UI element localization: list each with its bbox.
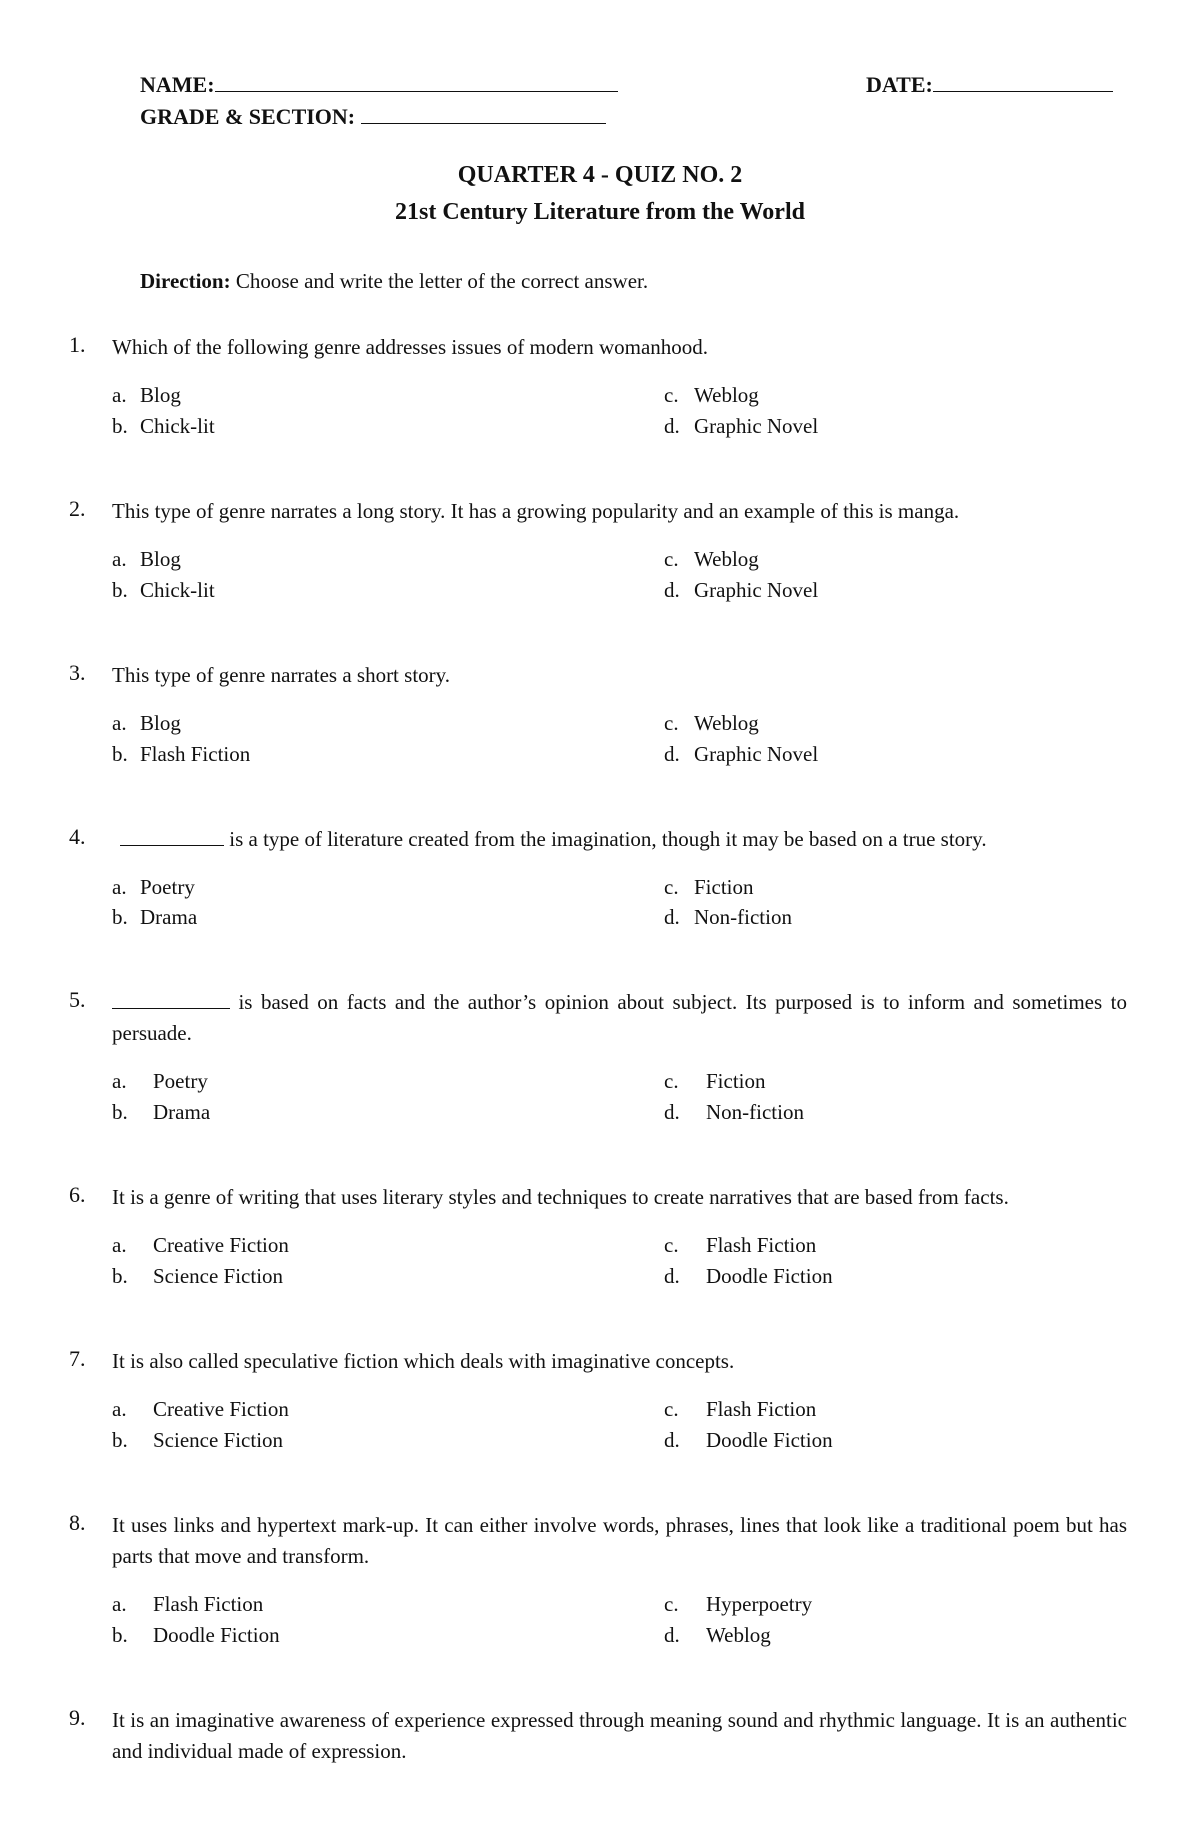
grade-section-field[interactable] — [140, 104, 606, 130]
option-text: Poetry — [140, 875, 195, 899]
option-letter: a. — [112, 547, 127, 571]
option-b[interactable] — [112, 905, 197, 930]
option-letter: b. — [112, 742, 128, 766]
option-letter: d. — [664, 1100, 680, 1124]
option-b[interactable] — [112, 1428, 283, 1453]
option-text: Fiction — [694, 875, 754, 899]
option-text: Flash Fiction — [140, 742, 251, 766]
answer-blank[interactable] — [120, 827, 224, 846]
option-letter: b. — [112, 1428, 128, 1452]
option-text: Non-fiction — [706, 1100, 804, 1124]
option-letter: d. — [664, 414, 680, 438]
option-letter: b. — [112, 1264, 128, 1288]
option-letter: a. — [112, 383, 127, 407]
option-a[interactable] — [112, 1069, 208, 1094]
option-letter: d. — [664, 1264, 680, 1288]
option-a[interactable] — [112, 1233, 289, 1258]
name-field[interactable] — [140, 72, 618, 98]
option-d[interactable] — [664, 742, 818, 767]
option-text: Blog — [140, 383, 181, 407]
option-text: Graphic Novel — [694, 578, 819, 602]
question-text-wrapper — [112, 824, 1127, 855]
option-letter: d. — [664, 1623, 680, 1647]
option-letter: a. — [112, 1233, 127, 1257]
option-text: Weblog — [694, 547, 759, 571]
option-text: Hyperpoetry — [706, 1592, 813, 1616]
option-d[interactable] — [664, 1623, 771, 1648]
option-letter: d. — [664, 578, 680, 602]
option-letter: d. — [664, 905, 680, 929]
option-letter: d. — [664, 742, 680, 766]
option-letter: b. — [112, 578, 128, 602]
question-number: 2. — [69, 496, 86, 521]
option-letter: c. — [664, 1592, 679, 1616]
option-a[interactable] — [112, 875, 195, 900]
option-letter: a. — [112, 1592, 127, 1616]
option-text: Graphic Novel — [694, 742, 819, 766]
option-letter: a. — [112, 1069, 127, 1093]
option-c[interactable] — [664, 383, 759, 408]
option-text: Non-fiction — [694, 905, 792, 929]
question-number: 5. — [69, 987, 86, 1012]
grade-section-label: GRADE & SECTION: — [140, 104, 356, 129]
question-text: This type of genre narrates a long story. It has a growing popularity and an example of this is manga. — [112, 499, 960, 523]
option-letter: a. — [112, 1397, 127, 1421]
direction — [140, 269, 648, 294]
option-text: Poetry — [153, 1069, 208, 1093]
option-d[interactable] — [664, 1428, 833, 1453]
option-a[interactable] — [112, 1397, 289, 1422]
option-text: Drama — [153, 1100, 211, 1124]
question-text: is a type of literature created from the imagination, though it may be based on a true story. — [224, 827, 987, 851]
name-label: NAME: — [140, 72, 215, 97]
option-d[interactable] — [664, 1264, 833, 1289]
option-text: Chick-lit — [140, 578, 215, 602]
option-letter: a. — [112, 875, 127, 899]
option-a[interactable] — [112, 547, 181, 572]
option-letter: c. — [664, 1069, 679, 1093]
title-block — [0, 162, 1200, 226]
question-number: 9. — [69, 1705, 86, 1730]
date-blank-line[interactable] — [933, 73, 1113, 92]
option-text: Weblog — [706, 1623, 771, 1647]
option-c[interactable] — [664, 711, 759, 736]
option-letter: d. — [664, 1428, 680, 1452]
direction-label: Direction: — [140, 269, 231, 293]
option-a[interactable] — [112, 383, 181, 408]
option-text: Weblog — [694, 711, 759, 735]
option-d[interactable] — [664, 578, 818, 603]
option-text: Creative Fiction — [153, 1397, 289, 1421]
option-text: Blog — [140, 711, 181, 735]
option-b[interactable] — [112, 414, 215, 439]
question-number: 7. — [69, 1346, 86, 1371]
option-text: Flash Fiction — [153, 1592, 264, 1616]
option-a[interactable] — [112, 1592, 263, 1617]
option-text: Chick-lit — [140, 414, 215, 438]
question-text: It is a genre of writing that uses literary styles and techniques to create narratives that are based from facts. — [112, 1185, 1009, 1209]
option-b[interactable] — [112, 742, 250, 767]
option-d[interactable] — [664, 1100, 804, 1125]
option-b[interactable] — [112, 1100, 210, 1125]
direction-text: Choose and write the letter of the correct answer. — [230, 269, 649, 293]
quiz-subtitle: 21st Century Literature from the World — [395, 199, 805, 225]
question-text: This type of genre narrates a short story. — [112, 663, 451, 687]
date-field[interactable] — [866, 72, 1113, 98]
option-d[interactable] — [664, 414, 818, 439]
question-number: 4. — [69, 824, 86, 849]
option-letter: b. — [112, 1100, 128, 1124]
option-text: Science Fiction — [153, 1428, 284, 1452]
question-text: It is also called speculative fiction which deals with imaginative concepts. — [112, 1349, 735, 1373]
option-text: Blog — [140, 547, 181, 571]
option-letter: c. — [664, 547, 679, 571]
option-c[interactable] — [664, 1592, 812, 1617]
option-letter: c. — [664, 875, 679, 899]
option-letter: a. — [112, 711, 127, 735]
option-letter: c. — [664, 711, 679, 735]
option-text: Flash Fiction — [706, 1397, 817, 1421]
option-text: Creative Fiction — [153, 1233, 289, 1257]
grade-section-blank-line[interactable] — [361, 105, 606, 124]
option-c[interactable] — [664, 875, 754, 900]
option-a[interactable] — [112, 711, 181, 736]
option-letter: c. — [664, 383, 679, 407]
question-number: 8. — [69, 1510, 86, 1535]
option-text: Weblog — [694, 383, 759, 407]
option-text: Fiction — [706, 1069, 766, 1093]
option-c[interactable] — [664, 1397, 816, 1422]
question-text: It is an imaginative awareness of experience expressed through meaning sound and rhythmic language. It is an authentic and individual made of expression. — [112, 1708, 1127, 1763]
question-number: 3. — [69, 660, 86, 685]
answer-blank[interactable] — [112, 990, 230, 1009]
name-blank-line[interactable] — [215, 73, 618, 92]
option-text: Flash Fiction — [706, 1233, 817, 1257]
option-d[interactable] — [664, 905, 792, 930]
option-c[interactable] — [664, 1233, 816, 1258]
question-number: 1. — [69, 332, 86, 357]
quiz-title: QUARTER 4 - QUIZ NO. 2 — [457, 162, 743, 188]
option-text: Graphic Novel — [694, 414, 819, 438]
option-letter: b. — [112, 1623, 128, 1647]
date-label: DATE: — [866, 72, 933, 97]
question-text: Which of the following genre addresses issues of modern womanhood. — [112, 335, 709, 359]
option-letter: c. — [664, 1397, 679, 1421]
option-text: Doodle Fiction — [706, 1264, 833, 1288]
option-c[interactable] — [664, 547, 759, 572]
question-number: 6. — [69, 1182, 86, 1207]
option-b[interactable] — [112, 1623, 280, 1648]
option-letter: c. — [664, 1233, 679, 1257]
question-text: It uses links and hypertext mark-up. It can either involve words, phrases, lines that look like a traditional poem but has parts that move and transform. — [112, 1513, 1127, 1568]
option-letter: b. — [112, 414, 128, 438]
option-b[interactable] — [112, 578, 215, 603]
option-text: Doodle Fiction — [706, 1428, 833, 1452]
option-text: Science Fiction — [153, 1264, 284, 1288]
option-c[interactable] — [664, 1069, 766, 1094]
option-letter: b. — [112, 905, 128, 929]
option-text: Drama — [140, 905, 198, 929]
option-text: Doodle Fiction — [153, 1623, 280, 1647]
option-b[interactable] — [112, 1264, 283, 1289]
question-text: is based on facts and the author’s opinion about subject. Its purposed is to inform and sometimes to persuade. — [112, 990, 1127, 1045]
question-text-wrapper — [112, 987, 1127, 1049]
